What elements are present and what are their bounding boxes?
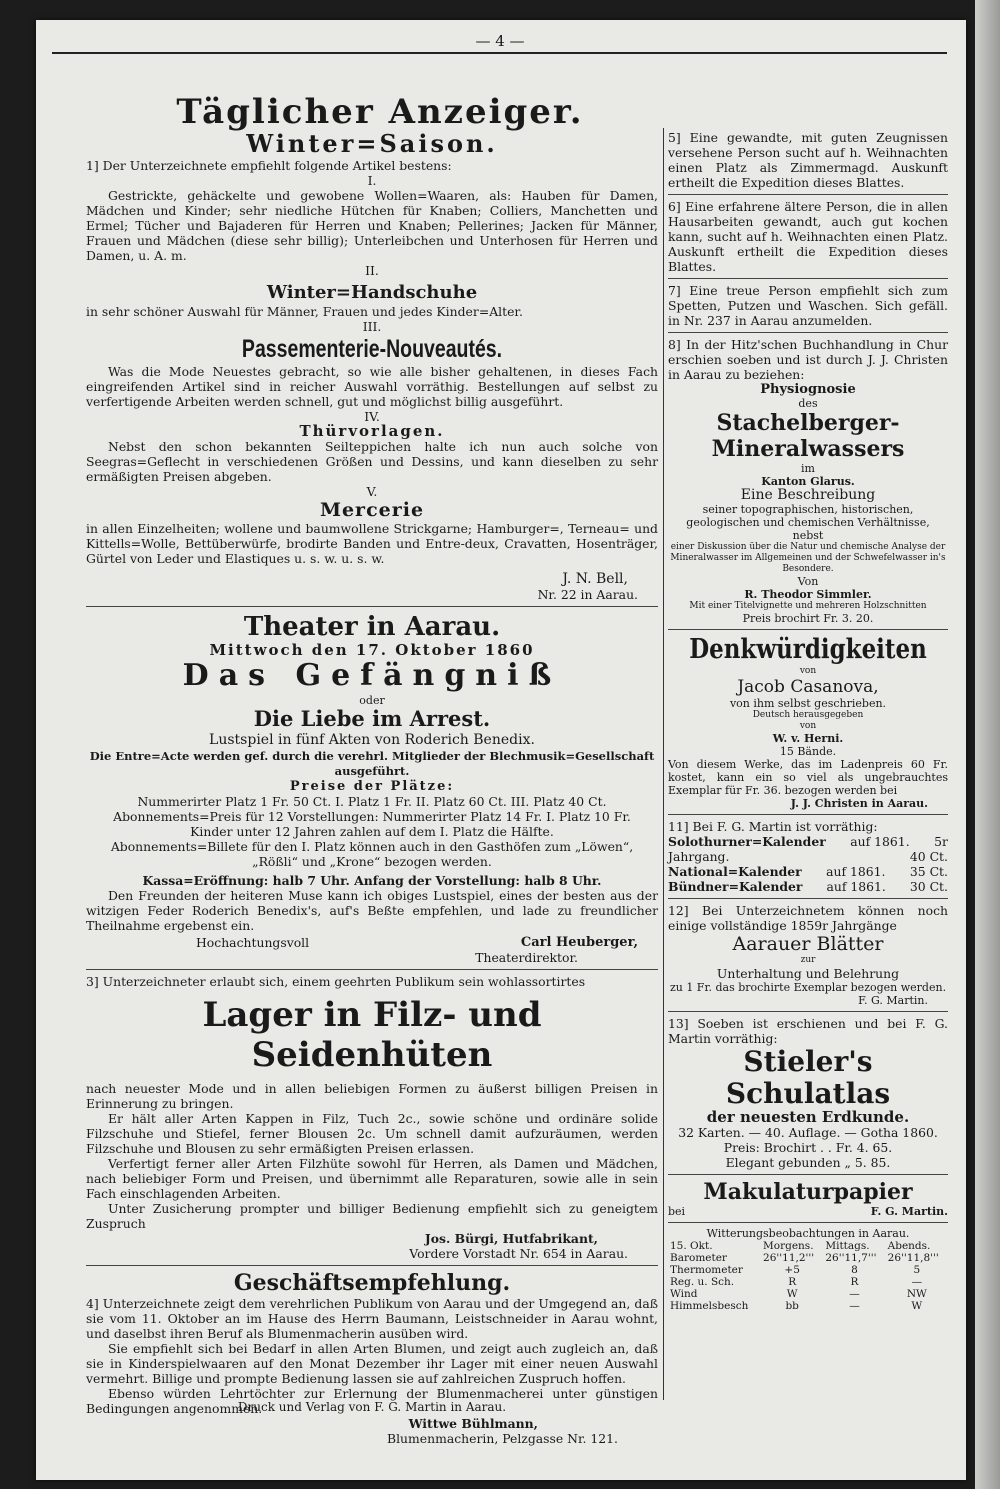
ad-intro: 12] Bei Unterzeichnetem können noch einige vollständige 1859r Jahrgänge [668, 903, 948, 933]
entreacte-note: Die Entre=Acte werden gef. durch die verehrl. Mitglieder der Blechmusik=Gesellschaft ausgeführt. [89, 749, 655, 778]
weather-row: Wind W — NW [670, 1288, 927, 1300]
weather-row: Barometer 26''11,2''' 26''11,7''' 26''11,8''' [670, 1252, 939, 1264]
ad-seller: F. G. Martin. [870, 1205, 948, 1218]
divider [668, 814, 948, 815]
weather-row: Thermometer +5 8 5 [670, 1264, 921, 1276]
billets-note: Abonnements=Billete für den I. Platz können auch in den Gasthöfen zum „Löwen“, „Rößli“ und „Krone“ bezogen werden. [110, 839, 634, 869]
ad-13 [668, 1016, 948, 1170]
ad-bei: bei [668, 1205, 686, 1218]
book-author: R. Theodor Simmler. [744, 588, 872, 601]
book-physio: Physiognosie [760, 382, 856, 397]
ad-text: Sie empfiehlt sich bei Bedarf in allen Arten Blumen, und zeigt auch zugleich an, daß sie in Kinderspielwaaren auf den Monat Dezember ihr Lager mit einer neuen Auswahl vermehrt. Billige und prompte Bedienung lassen sie auf zahlreichen Zuspruch hoffen. [86, 1341, 658, 1386]
ad-text: Verfertigt ferner aller Arten Filzhüte sowohl für Herren, als Damen und Mädchen, nach beliebiger Form und Preisen, und übernimmt alle Reparaturen, sowie alle in sein Fach einschlagenden Arbeiten. [86, 1156, 658, 1201]
book-deutsch: Deutsch herausgegeben [752, 710, 864, 720]
signature-name: J. N. Bell, [562, 571, 628, 587]
ad-sign: F. G. Martin. [858, 994, 928, 1007]
book-text: Von diesem Werke, das im Ladenpreis 60 Fr. kostet, kann ein so viel als ungebrauchtes Exemplar für Fr. 36. bezogen werden bei [668, 758, 948, 797]
prices-line: Kinder unter 12 Jahren zahlen auf dem I. Platz die Hälfte. [190, 824, 554, 839]
book-extra: Mit einer Titelvignette und mehreren Holzschnitten [689, 601, 927, 611]
play-genre: Lustspiel in fünf Akten von Roderich Benedix. [209, 732, 535, 748]
calendar-row: National=Kalender auf 1861. 35 Ct. [668, 864, 948, 879]
book-besch: Eine Beschreibung [740, 487, 876, 503]
signature-address: Vordere Vorstadt Nr. 654 in Aarau. [409, 1246, 628, 1261]
signature-name: Wittwe Bühlmann, [408, 1416, 538, 1431]
ad-title: Stieler's Schulatlas [725, 1045, 891, 1110]
binding-edge [975, 0, 1000, 1489]
ad-price: Preis: Brochirt . . Fr. 4. 65. [723, 1140, 893, 1155]
ad-price: Elegant gebunden „ 5. 85. [725, 1155, 891, 1170]
divider [86, 1265, 658, 1266]
theater-date: Mittwoch den 17. Oktober 1860 [209, 641, 535, 659]
calendar-row: Solothurner=Kalender auf 1861. 5r [668, 834, 948, 849]
book-desc: seiner topographischen, historischen, geologischen und chemischen Verhältnisse, [686, 503, 930, 529]
book-des: des [798, 397, 818, 410]
weather-table [668, 1227, 948, 1312]
section-text: Gestrickte, gehäckelte und gewobene Wollen=Waaren, als: Hauben für Damen, Mädchen und Kinder; sehr niedliche Hütchen für Knaben; Colliers, Manchetten und Ermel; Tücher und Bajaderen für Herren und Knaben; Pellerines; Jacken für Männer, Frauen und Mädchen (diese sehr billig); Unterleibchen und Unterhosen für Herren und Damen, u. A. m. [86, 188, 658, 263]
ad-intro: 13] Soeben ist erschienen und bei F. G. Martin vorräthig: [668, 1016, 948, 1046]
section-title: Thürvorlagen. [299, 422, 445, 440]
prices-line: Nummerirter Platz 1 Fr. 50 Ct. I. Platz 1 Fr. II. Platz 60 Ct. III. Platz 40 Ct. [137, 794, 607, 809]
ad-11 [668, 819, 948, 894]
prices-line: Abonnements=Preis für 12 Vorstellungen: Nummerirter Platz 14 Fr. I. Platz 10 Fr. [113, 809, 631, 824]
ad-winter-saison [86, 130, 658, 602]
weather-row: Reg. u. Sch. R R — [670, 1276, 923, 1288]
ad-intro: 8] In der Hitz'schen Buchhandlung in Chur erschien soeben und ist durch J. J. Christen in Aarau zu beziehen: [668, 337, 948, 382]
book-seller: J. J. Christen in Aarau. [790, 797, 928, 810]
weather-row: Himmelsbesch bb — W [670, 1300, 923, 1312]
ad-hats [86, 974, 658, 1261]
divider [86, 606, 658, 607]
signature-name: Carl Heuberger, [520, 935, 638, 950]
section-title: Passementerie-Nouveautés. [241, 335, 503, 363]
divider [668, 194, 948, 195]
imprint: Druck und Verlag von F. G. Martin in Aarau. [237, 1400, 507, 1414]
divider [668, 898, 948, 899]
book-im: im [801, 462, 815, 475]
divider [668, 1011, 948, 1012]
ad-text: Ebenso würden Lehrtöchter zur Erlernung der Blumenmacherei unter günstigen Bedingungen angenommen. [86, 1386, 658, 1416]
section-title: Mercerie [319, 499, 425, 521]
section-text: in sehr schöner Auswahl für Männer, Frauen und jedes Kinder=Alter. [86, 304, 523, 319]
ad-7: 7] Eine treue Person empfiehlt sich zum Spetten, Putzen und Waschen. Sich gefäll. in Nr. 237 in Aarau anzumelden. [668, 283, 948, 328]
top-rule [52, 52, 947, 54]
ad-sub: Unterhaltung und Belehrung [716, 966, 900, 981]
ad-makulatur [668, 1179, 948, 1218]
ad-title: Lager in Filz- und Seidenhüten [202, 995, 542, 1075]
weather-title: Witterungsbeobachtungen in Aarau. [706, 1227, 910, 1240]
ad-title: Aarauer Blätter [732, 933, 884, 955]
book-author: Jacob Casanova, [737, 677, 879, 697]
section-number: V. [366, 484, 378, 499]
section-number: I. [367, 173, 377, 188]
section-number: IV. [364, 409, 380, 424]
book-nebst: nebst [792, 529, 824, 542]
ad-sub: der neuesten Erdkunde. [706, 1108, 910, 1126]
ad-title: Makulaturpapier [703, 1179, 913, 1205]
divider [668, 1174, 948, 1175]
left-column [86, 130, 658, 1446]
book-von: von [799, 666, 817, 676]
divider [86, 969, 658, 970]
column-divider [663, 128, 664, 1400]
ad-business [86, 1270, 658, 1446]
calendar-row: Bündner=Kalender auf 1861. 30 Ct. [668, 879, 948, 894]
ad-intro: 11] Bei F. G. Martin ist vorräthig: [668, 819, 878, 834]
times-note: Kassa=Eröffnung: halb 7 Uhr. Anfang der Vorstellung: halb 8 Uhr. [142, 873, 602, 888]
prices-title: Preise der Plätze: [289, 779, 455, 794]
section-text: Was die Mode Neuestes gebracht, so wie alle bisher gehaltenen, in dieses Fach eingreifenden Artikel sind in reicher Auswahl vorräthig. Bestellungen auf selbst zu verfertigende Arbeiten werden schnell, gut und möglichst billig ausgeführt. [86, 364, 658, 409]
ad-text: nach neuester Mode und in allen beliebigen Formen zu äußerst billigen Preisen in Erinnerung zu bringen. [86, 1081, 658, 1111]
book-editor: W. v. Herni. [772, 732, 844, 745]
ad-intro: 1] Der Unterzeichnete empfiehlt folgende Artikel bestens: [86, 158, 452, 173]
section-title: Winter=Handschuhe [266, 282, 478, 303]
ad-title: Winter=Saison. [246, 129, 498, 158]
ad-8 [668, 337, 948, 625]
ad-12 [668, 903, 948, 1007]
ad-zur: zur [800, 955, 816, 965]
ad-6: 6] Eine erfahrene ältere Person, die in allen Hausarbeiten gewandt, auch gut kochen kann, sucht auf h. Weihnachten einen Platz. Auskunft ertheilt die Expedition dieses Blattes. [668, 199, 948, 274]
ad-text: zu 1 Fr. das brochirte Exemplar bezogen werden. [669, 981, 947, 994]
theater-text: Den Freunden der heiteren Muse kann ich obiges Lustspiel, eines der besten aus der witzigen Feder Roderich Benedix's, auf's Beßte empfehlen, und lade zu freundlicher Theilnahme ergebenst ein. [86, 888, 658, 933]
section-number: III. [362, 319, 382, 334]
ad-text: Unter Zusicherung prompter und billiger Bedienung empfiehlt sich zu geneigtem Zuspruch [86, 1201, 658, 1231]
book-von: Von [797, 575, 819, 588]
book-price: Preis brochirt Fr. 3. 20. [742, 612, 874, 625]
weather-grid [668, 1240, 948, 1312]
signature-name: Jos. Bürgi, Hutfabrikant, [424, 1231, 598, 1246]
play-subtitle: Die Liebe im Arrest. [253, 706, 491, 731]
ad-9 [668, 634, 948, 810]
book-self: von ihm selbst geschrieben. [729, 697, 887, 710]
book-kanton: Kanton Glarus. [761, 475, 855, 488]
play-title: Das Gefängniß [182, 658, 562, 693]
signature-address: Blumenmacherin, Pelzgasse Nr. 121. [386, 1431, 618, 1446]
ad-details: 32 Karten. — 40. Auflage. — Gotha 1860. [678, 1125, 938, 1140]
book-title: Stachelberger-Mineralwassers [711, 410, 905, 462]
ad-intro: 3] Unterzeichneter erlaubt sich, einem geehrten Publikum sein wohlassortirtes [86, 974, 586, 989]
calendar-row: Jahrgang. 40 Ct. [668, 849, 948, 864]
play-oder: oder [359, 694, 385, 707]
theater-title: Theater in Aarau. [243, 612, 501, 642]
signature-address: Nr. 22 in Aarau. [537, 587, 638, 602]
section-number: II. [365, 263, 379, 278]
page-number: — 4 — [475, 32, 525, 50]
weather-header: 15. Okt. Morgens. Mittags. Abends. [670, 1240, 931, 1252]
divider [668, 278, 948, 279]
book-title: Denkwürdigkeiten [689, 634, 927, 665]
divider [668, 332, 948, 333]
ad-text: Er hält aller Arten Kappen in Filz, Tuch 2c., sowie schöne und ordinäre solide Filzschuhe und Stiefel, ferner Blousen 2c. Um schnell damit aufzuräumen, werden Filzschuhe und Blousen zu sehr ermäßigten Preisen erlassen. [86, 1111, 658, 1156]
ad-text: 4] Unterzeichnete zeigt dem verehrlichen Publikum von Aarau und der Umgegend an, daß sie vom 11. Oktober an im Hause des Herrn Baumann, Leistschneider in Aarau wohnt, und daselbst ihren Beruf als Blumenmacherin ausüben wird. [86, 1296, 658, 1341]
greeting: Hochachtungsvoll [196, 935, 310, 950]
book-von: von [799, 721, 817, 731]
divider [668, 1222, 948, 1223]
ad-theater [86, 611, 658, 965]
section-text: in allen Einzelheiten; wollene und baumwollene Strickgarne; Hamburger=, Terneau= und Kittells=Wolle, Bettüberwürfe, brodirte Banden und Entre-deux, Cravatten, Hosenträger, Gürtel von Leder und Elastiques u. s. w. u. s. w. [86, 521, 658, 566]
book-baende: 15 Bände. [779, 745, 837, 758]
signature-role: Theaterdirektor. [475, 950, 578, 965]
book-desc: einer Diskussion über die Natur und chemische Analyse der Mineralwasser im Allgemeinen und der Schwefelwasser in's Besondere. [670, 542, 946, 574]
masthead-title: Täglicher Anzeiger. [176, 92, 584, 132]
ad-title: Geschäftsempfehlung. [233, 1270, 511, 1296]
section-text: Nebst den schon bekannten Seilteppichen halte ich nun auch solche von Seegras=Geflecht in verschiedenen Größen und Dessins, und kann dieselben zu sehr ermäßigten Preisen abgeben. [86, 439, 658, 484]
ad-5: 5] Eine gewandte, mit guten Zeugnissen versehene Person sucht auf h. Weihnachten einen Platz als Zimmermagd. Auskunft ertheilt die Expedition dieses Blattes. [668, 130, 948, 190]
divider [668, 629, 948, 630]
right-column [668, 130, 948, 1312]
